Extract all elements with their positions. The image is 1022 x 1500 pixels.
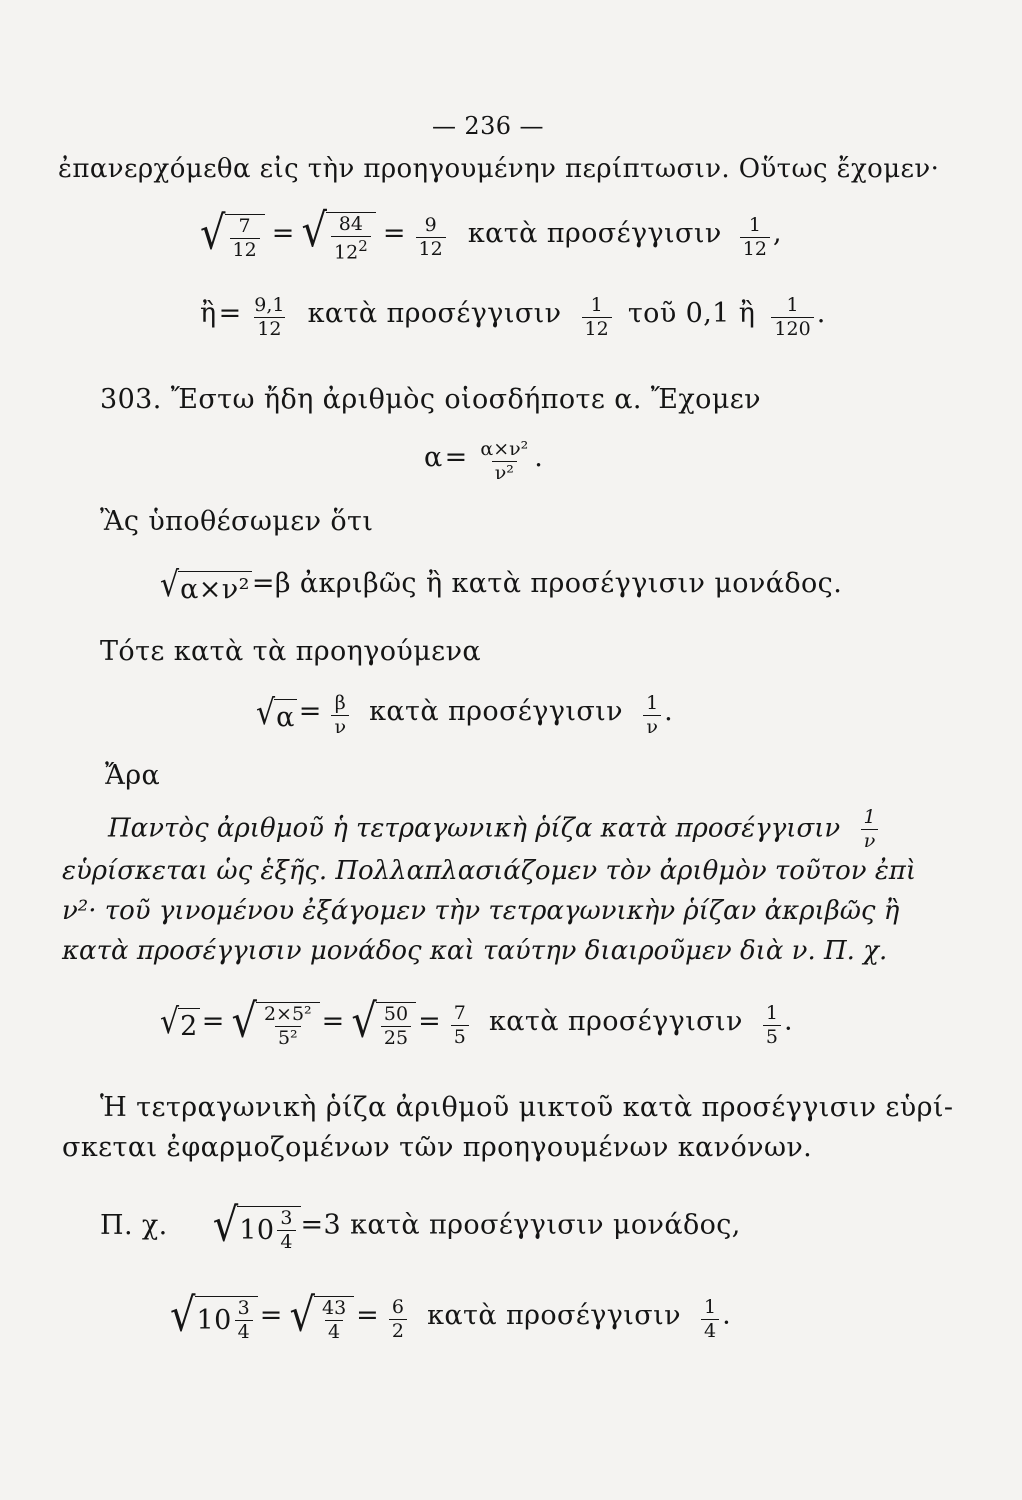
denominator: 4 — [701, 1319, 719, 1341]
eq2-middle: τοῦ 0,1 ἢ — [627, 298, 756, 329]
eq4-rest: =β ἀκριβῶς ἢ κατὰ προσέγγισιν μονάδος. — [251, 568, 843, 599]
radicand: 2 — [178, 1008, 200, 1042]
denominator: 12 — [230, 238, 260, 260]
equation-7: √ 10 $\frac{3}{4}$ = √ $\frac{43}{4}$ = $\frac{6}{2}$ κατὰ προσέγγισιν $\frac{1}{4}$ . — [170, 1289, 732, 1343]
numerator: 7 — [453, 1001, 466, 1024]
equation-6: √ 2 = √ $\frac{\text{2×5²}}{\text{5²}}$ = √ $\frac{50}{25}$ = $\frac{7}{5}$ κατὰ προσέγγισιν $\frac{1}{5}$ . — [160, 995, 793, 1049]
eq3-lhs: α — [424, 442, 443, 473]
numerator: 9,1 — [254, 294, 285, 316]
numerator: 1 — [786, 294, 799, 316]
radical: √ $\frac{50}{25}$ — [351, 1002, 416, 1048]
example-line — [100, 1199, 741, 1253]
example-label: Π. χ. — [100, 1209, 168, 1241]
approx-text: κατὰ προσέγγισιν — [369, 696, 623, 727]
denominator: 12 — [416, 237, 446, 259]
exponent: 2 — [358, 237, 368, 255]
denominator: 4 — [325, 1320, 343, 1342]
equation-1: √ $\frac{7}{12}$ = √ $\frac{84}{12^2}$ = $\frac{9}{12}$ κατὰ προσέγγισιν $\frac{1}{12}$ , — [200, 204, 782, 264]
radical: √ α — [256, 692, 295, 733]
paragraph-2-line-2: σκεται ἐφαρμοζομένων τῶν προηγουμένων κανόνων. — [62, 1132, 813, 1163]
denominator: ν — [643, 715, 661, 737]
assume-line: Ἂς ὑποθέσωμεν ὅτι — [100, 506, 374, 537]
equation-3: α= $\frac{\text{α×ν²}}{\text{ν²}}$ . — [424, 438, 544, 484]
denominator: 4 — [277, 1230, 295, 1252]
whole-part: 10 — [196, 1305, 232, 1336]
denominator — [331, 236, 371, 262]
denominator: 4 — [235, 1320, 253, 1342]
text-line-1: ἐπανερχόμεθα εἰς τὴν προηγουμένην περίπτωσιν. Οὕτως ἔχομεν· — [58, 154, 940, 184]
radical: √ $\frac{\text{2×5²}}{\text{5²}}$ — [231, 1002, 319, 1048]
denominator: 12 — [254, 317, 284, 339]
approx-text: κατὰ προσέγγισιν — [307, 298, 562, 329]
numerator: 1 — [704, 1295, 717, 1318]
rule-line-2: εὑρίσκεται ὡς ἑξῆς. Πολλαπλασιάζομεν τὸν ἀριθμὸν τοῦτον ἐπὶ — [62, 856, 917, 886]
equation-5: √ α = $\frac{\beta}{\nu}$ κατὰ προσέγγισιν $\frac{1}{\nu}$ . — [256, 692, 674, 738]
radical: √ α×ν² — [160, 564, 250, 605]
paragraph-2-line-1: Ἡ τετραγωνικὴ ῥίζα ἀριθμοῦ μικτοῦ κατὰ προσέγγισιν εὑρί- — [100, 1092, 954, 1123]
numerator: 6 — [391, 1295, 404, 1318]
approx-text: κατὰ προσέγγισιν — [488, 1005, 743, 1037]
numerator: 3 — [237, 1297, 250, 1319]
rule-line-1 — [108, 808, 882, 851]
numerator: β — [334, 692, 346, 714]
rule-line-1-text: Παντὸς ἀριθμοῦ ἡ τετραγωνικὴ ῥίζα κατὰ προσέγγισιν — [108, 813, 841, 844]
denominator: ν — [331, 715, 349, 737]
numerator: 1 — [646, 692, 659, 714]
denominator: ν — [861, 829, 879, 851]
den-base: 12 — [334, 241, 359, 264]
denominator: 5 — [451, 1025, 469, 1047]
then-line: Τότε κατὰ τὰ προηγούμενα — [100, 636, 482, 667]
example-rest: =3 κατὰ προσέγγισιν μονάδος, — [300, 1209, 741, 1241]
numerator: 50 — [383, 1003, 409, 1025]
numerator: 7 — [238, 215, 251, 238]
radical: √ 10 $\frac{3}{4}$ — [170, 1296, 258, 1342]
denominator: 12 — [582, 317, 612, 339]
rule-line-3: ν²· τοῦ γινομένου ἐξάγομεν τὴν τετραγωνικὴν ῥίζαν ἀκριβῶς ἢ — [62, 896, 900, 926]
numerator: 9 — [424, 213, 437, 236]
radicand: α — [274, 699, 297, 733]
page-number: — 236 — — [432, 112, 544, 140]
numerator: 2×5² — [263, 1003, 312, 1025]
numerator: 1 — [590, 294, 603, 316]
radical: √ 2 — [160, 1002, 198, 1043]
ara-line: Ἄρα — [105, 760, 161, 791]
denominator: 2 — [389, 1319, 407, 1341]
radical: √ $\frac{84}{12^2}$ — [302, 212, 376, 262]
rule-line-4: κατὰ προσέγγισιν μονάδος καὶ ταύτην διαιροῦμεν διὰ ν. Π. χ. — [62, 936, 888, 966]
radical: √ $\frac{43}{4}$ — [289, 1296, 354, 1342]
section-303: 303. Ἔστω ἤδη ἀριθμὸς οἱοσδήποτε α. Ἔχομεν — [100, 384, 761, 415]
numerator: 1 — [863, 806, 876, 828]
radical: √ $\frac{7}{12}$ — [200, 214, 265, 260]
numerator: 84 — [338, 213, 363, 235]
denominator: 5 — [763, 1025, 781, 1047]
denominator: 120 — [771, 317, 813, 339]
eq2-lead: ἢ — [200, 298, 217, 329]
numerator: 1 — [765, 1001, 778, 1024]
whole-part: 10 — [239, 1215, 275, 1246]
denominator: 5² — [275, 1026, 301, 1048]
radical: √ 10 $\frac{3}{4}$ — [213, 1206, 301, 1252]
denominator: 12 — [740, 237, 770, 259]
equation-2: ἢ= $\frac{9,1}{12}$ κατὰ προσέγγισιν $\frac{1}{12}$ τοῦ 0,1 ἢ $\frac{1}{120}$ . — [200, 294, 826, 340]
numerator: α×ν² — [480, 438, 529, 460]
denominator: 25 — [381, 1026, 411, 1048]
equation-4 — [160, 564, 843, 605]
denominator: ν² — [492, 461, 517, 483]
numerator: 1 — [748, 213, 761, 236]
approx-text: κατὰ προσέγγισιν — [467, 217, 722, 249]
approx-text: κατὰ προσέγγισιν — [427, 1299, 681, 1331]
radicand: α×ν² — [178, 571, 252, 605]
numerator: 43 — [321, 1297, 347, 1319]
numerator: 3 — [280, 1207, 293, 1229]
